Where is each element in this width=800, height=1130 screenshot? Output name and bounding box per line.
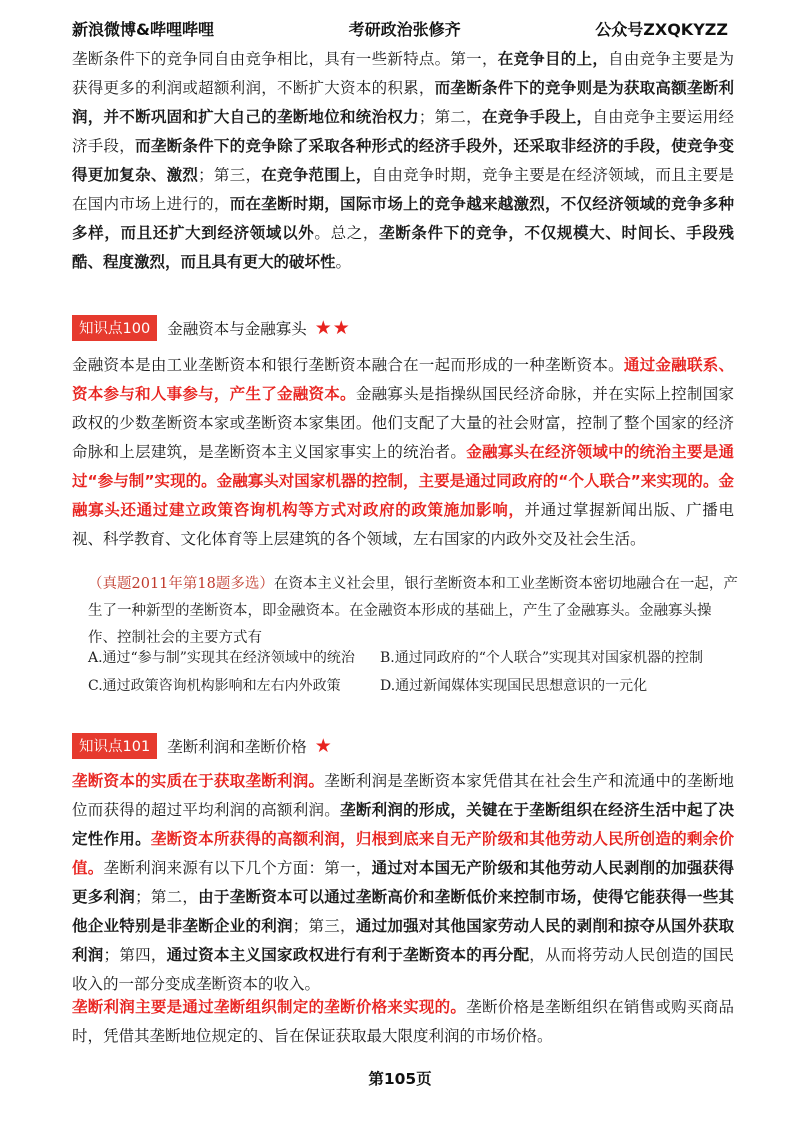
para-highlight: 金融寡头在经济领域中的统治主要是通过“参与制”实现的。金融寡头对国家机器的控制，主要是通过同政府的“个人联合”来实现的。金融寡头还通过建立政策咨询机构等方式对政府的政策施加影响， bbox=[72, 443, 734, 519]
exam-option-a: A.通过“参与制”实现其在经济领域中的统治 bbox=[88, 650, 355, 666]
para-text: 金融寡头是指操纵国民经济命脉，并在实际上控制国家政权的少数垄断资本家或垄断资本家集团。他们支配了大量的社会财富，控制了整个国家的经济命脉和上层建筑，是垄断资本主义国家事实上的统治者。 bbox=[72, 385, 734, 461]
para-text: ，从而将劳动人民创造的国民收入的一部分变成垄断资本的收入。 bbox=[72, 946, 734, 993]
intro-text: 自由竞争主要是为获得更多的利润或超额利润，不断扩大资本的积累， bbox=[72, 50, 734, 97]
intro-emphasis: 在竞争目的上， bbox=[497, 50, 609, 68]
exam-option-c: C.通过政策咨询机构影响和左右内外政策 bbox=[88, 678, 341, 694]
intro-emphasis: 在竞争范围上， bbox=[261, 166, 372, 184]
intro-emphasis: 而垄断条件下的竞争除了采取各种形式的经济手段外，还采取非经济的手段，使竞争变得更加复杂、激烈 bbox=[72, 137, 734, 184]
knowledge-point-title: 垄断利润和垄断价格 bbox=[167, 738, 307, 756]
paragraph-100 bbox=[72, 351, 734, 554]
intro-emphasis: 而垄断条件下的竞争则是为获取高额垄断利润，并不断巩固和扩大自己的垄断地位和统治权力 bbox=[72, 79, 734, 126]
para-text: ；第三， bbox=[292, 917, 356, 935]
para-text: ；第四， bbox=[103, 946, 167, 964]
knowledge-point-101-heading bbox=[72, 733, 333, 759]
intro-text: 垄断条件下的竞争同自由竞争相比，具有一些新特点。第一， bbox=[72, 50, 498, 68]
intro-text: ；第三， bbox=[198, 166, 262, 184]
para-highlight: 垄断资本所获得的高额利润，归根到底来自无产阶级和其他劳动人民所创造的剩余价值。 bbox=[72, 830, 734, 877]
page-number: 第105页 bbox=[368, 1070, 432, 1088]
paragraph-101-b bbox=[72, 993, 734, 1051]
intro-text: 。总之， bbox=[314, 224, 380, 242]
header-right: 公众号ZXQKYZZ bbox=[595, 19, 728, 39]
intro-text: 自由竞争时期，竞争主要是在经济领域，而且主要是在国内市场上进行的， bbox=[72, 166, 734, 213]
intro-paragraph bbox=[72, 45, 734, 277]
exam-question bbox=[88, 571, 738, 652]
exam-question-text: 在资本主义社会里，银行垄断资本和工业垄断资本密切地融合在一起，产生了一种新型的垄断资本，即金融资本。在金融资本形成的基础上，产生了金融寡头。金融寡头操作、控制社会的主要方式有 bbox=[88, 576, 738, 646]
intro-emphasis: 而在垄断时期，国际市场上的竞争越来越激烈，不仅经济领域的竞争多种多样，而且还扩大到经济领域以外 bbox=[72, 195, 734, 242]
intro-emphasis: 垄断条件下的竞争，不仅规模大、时间长、手段残酷、程度激烈，而且具有更大的破坏性 bbox=[72, 224, 734, 271]
para-text: 金融资本是由工业垄断资本和银行垄断资本融合在一起而形成的一种垄断资本。 bbox=[72, 356, 624, 374]
header-center: 考研政治张修齐 bbox=[348, 19, 461, 39]
para-highlight: 垄断资本的实质在于获取垄断利润。 bbox=[72, 772, 325, 790]
para-text: 垄断利润来源有以下几个方面：第一， bbox=[103, 859, 372, 877]
intro-text: 。 bbox=[335, 253, 352, 271]
exam-option-d: D.通过新闻媒体实现国民思想意识的一元化 bbox=[380, 678, 648, 694]
exam-options bbox=[88, 643, 748, 699]
star-rating-icon: ★★ bbox=[314, 317, 351, 339]
intro-text: 自由竞争主要运用经济手段， bbox=[72, 108, 734, 155]
header-left: 新浪微博&哔哩哔哩 bbox=[72, 19, 214, 39]
para-emphasis: 通过对本国无产阶级和其他劳动人民剥削的加强获得更多利润 bbox=[72, 859, 734, 906]
para-highlight: 垄断利润主要是通过垄断组织制定的垄断价格来实现的。 bbox=[72, 998, 467, 1016]
paragraph-101-a bbox=[72, 767, 734, 999]
para-emphasis: 垄断利润的形成，关键在于垄断组织在经济生活中起了决定性作用。 bbox=[72, 801, 734, 848]
knowledge-point-100-heading bbox=[72, 315, 351, 341]
exam-option-b: B.通过同政府的“个人联合”实现其对国家机器的控制 bbox=[380, 650, 704, 666]
para-highlight: 通过金融联系、资本参与和人事参与，产生了金融资本。 bbox=[72, 356, 734, 403]
para-text: 垄断利润是垄断资本家凭借其在社会生产和流通中的垄断地位而获得的超过平均利润的高额利润。 bbox=[72, 772, 734, 819]
star-rating-icon: ★ bbox=[314, 735, 333, 757]
knowledge-point-title: 金融资本与金融寡头 bbox=[167, 320, 307, 338]
para-text: 垄断价格是垄断组织在销售或购买商品时，凭借其垄断地位规定的、旨在保证获取最大限度利润的市场价格。 bbox=[72, 998, 734, 1045]
para-emphasis: 通过资本主义国家政权进行有利于垄断资本的再分配 bbox=[166, 946, 530, 964]
para-emphasis: 由于垄断资本可以通过垄断高价和垄断低价来控制市场，使得它能获得一些其他企业特别是非垄断企业的利润 bbox=[72, 888, 734, 935]
knowledge-point-badge: 知识点100 bbox=[72, 315, 157, 341]
intro-emphasis: 在竞争手段上， bbox=[481, 108, 593, 126]
page-header bbox=[72, 14, 728, 42]
exam-source: （真题2011年第18题多选） bbox=[88, 576, 274, 592]
knowledge-point-badge: 知识点101 bbox=[72, 733, 157, 759]
intro-text: ；第二， bbox=[418, 108, 482, 126]
para-text: 并通过掌握新闻出版、广播电视、科学教育、文化体育等上层建筑的各个领域，左右国家的内政外交及社会生活。 bbox=[72, 501, 734, 548]
para-text: ；第二， bbox=[135, 888, 199, 906]
para-emphasis: 通过加强对其他国家劳动人民的剥削和掠夺从国外获取利润 bbox=[72, 917, 734, 964]
